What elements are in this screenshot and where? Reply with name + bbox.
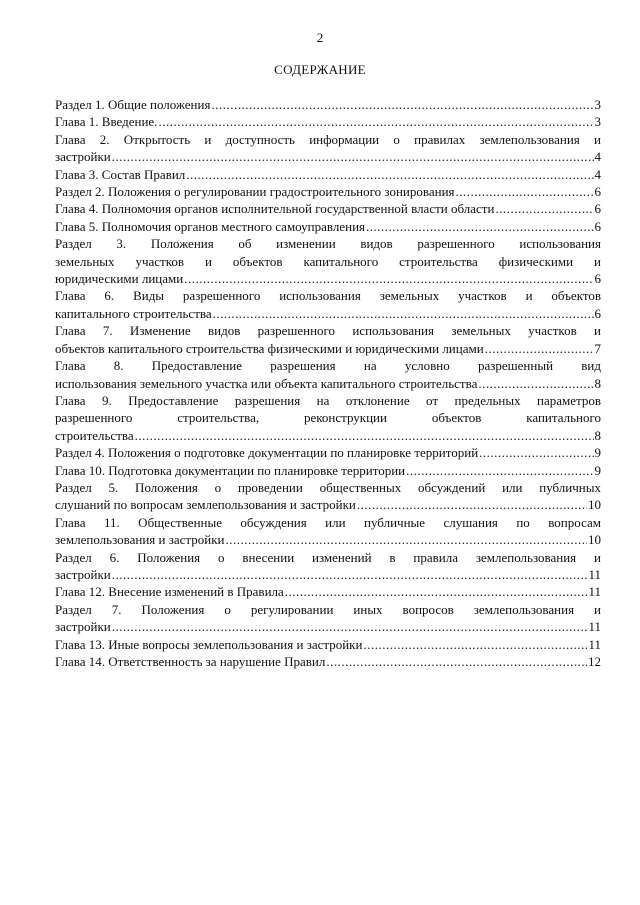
toc-leader-dots	[456, 183, 594, 200]
toc-entry	[55, 113, 601, 130]
toc-entry	[55, 218, 601, 235]
toc-entry	[55, 96, 601, 113]
toc-leader-dots	[366, 218, 593, 235]
toc-entry-text: использования земельного участка или объекта капитального строительства	[55, 375, 478, 391]
toc-leader-dots	[225, 531, 587, 548]
toc-page-number: 11	[588, 566, 601, 582]
toc-leader-dots	[184, 270, 593, 287]
toc-entry-text: Раздел 5. Положения о проведении общественных обсуждений или публичных	[55, 479, 601, 495]
toc-page-number: 9	[594, 462, 601, 478]
toc-page-number: 6	[594, 201, 601, 217]
toc-entry-text: Глава 7. Изменение видов разрешенного использования земельных участков и	[55, 323, 601, 339]
toc-entry-text: застройки	[55, 149, 111, 165]
toc-leader-dots	[406, 462, 593, 479]
toc-entry	[55, 462, 601, 479]
toc-page-number: 9	[594, 445, 601, 461]
toc-entry	[55, 322, 601, 357]
toc-entry	[55, 357, 601, 392]
toc-entry-text: Глава 8. Предоставление разрешения на условно разрешенный вид	[55, 358, 601, 374]
toc-entry-text: слушаний по вопросам землепользования и застройки	[55, 497, 356, 513]
toc-entry-text: Глава 11. Общественные обсуждения или публичные слушания по вопросам	[55, 514, 601, 530]
toc-entry	[55, 287, 601, 322]
toc-leader-dots	[326, 653, 587, 670]
toc-page-number: 3	[594, 97, 601, 112]
page-number: 2	[316, 30, 324, 45]
toc-entry-text: Глава 13. Иные вопросы землепользования и застройки	[55, 636, 363, 652]
toc-page-number: 3	[594, 114, 601, 130]
toc-leader-dots	[211, 96, 593, 113]
toc-page-number: 7	[594, 340, 601, 356]
toc-entry	[55, 200, 601, 217]
toc-entry-text: застройки	[55, 566, 111, 582]
toc-entry-text: застройки	[55, 619, 111, 635]
toc-leader-dots	[186, 166, 593, 183]
toc-entry	[55, 653, 601, 670]
toc-entry-text: Глава 2. Открытость и доступность информации о правилах землепользования и	[55, 131, 601, 147]
toc-leader-dots	[495, 200, 593, 217]
toc-leader-dots	[112, 618, 588, 635]
toc-leader-dots	[213, 305, 594, 322]
toc-page-number: 11	[588, 584, 601, 600]
toc-entry-text: строительства	[55, 427, 134, 443]
toc-entry	[55, 601, 601, 636]
toc-leader-dots	[158, 113, 593, 130]
toc-page-number: 8	[594, 427, 601, 443]
toc-entry-text: объектов капитального строительства физическими и юридическими лицами	[55, 340, 484, 356]
toc-leader-dots	[357, 496, 587, 513]
toc-entry	[55, 583, 601, 600]
toc-page-number: 10	[588, 497, 601, 513]
toc-leader-dots	[285, 583, 588, 600]
toc-entry-text: землепользования и застройки	[55, 532, 225, 548]
toc-page-number: 12	[588, 654, 601, 669]
toc-entry	[55, 235, 601, 287]
toc-entry-text: Глава 10. Подготовка документации по планировке территории	[55, 462, 406, 478]
toc-entry-text: Глава 12. Внесение изменений в Правила	[55, 584, 284, 600]
toc-entry-text: капитального строительства	[55, 305, 212, 321]
toc-entry	[55, 479, 601, 514]
toc-entry-text: Глава 6. Виды разрешенного использования земельных участков и объектов	[55, 288, 601, 304]
toc-entry	[55, 549, 601, 584]
toc-entry	[55, 183, 601, 200]
table-of-contents	[55, 96, 601, 670]
toc-page-number: 10	[588, 532, 601, 548]
toc-entry-text: Глава 1. Введение.	[55, 114, 158, 130]
toc-leader-dots	[485, 340, 594, 357]
toc-entry-text: Глава 9. Предоставление разрешения на отклонение от предельных параметров	[55, 392, 601, 408]
toc-page-number: 4	[594, 149, 601, 165]
toc-entry	[55, 392, 601, 444]
toc-entry-text: Раздел 6. Положения о внесении изменений в правила землепользования и	[55, 549, 601, 565]
toc-leader-dots	[135, 427, 594, 444]
toc-leader-dots	[478, 375, 593, 392]
toc-page-number: 6	[594, 218, 601, 234]
toc-page-number: 6	[594, 271, 601, 287]
toc-entry-text: Раздел 7. Положения о регулировании иных вопросов землепользования и	[55, 601, 601, 617]
toc-leader-dots	[112, 148, 594, 165]
toc-entry	[55, 636, 601, 653]
toc-page-number: 11	[588, 636, 601, 652]
toc-entry-text: Глава 3. Состав Правил	[55, 166, 186, 182]
toc-entry-text: Раздел 2. Положения о регулировании градостроительного зонирования	[55, 184, 455, 200]
toc-entry-text: Глава 5. Полномочия органов местного самоуправления	[55, 218, 366, 234]
toc-page-number: 4	[594, 166, 601, 182]
toc-page-number: 8	[594, 375, 601, 391]
toc-entry-text: Раздел 1. Общие положения	[55, 97, 211, 112]
toc-entry-text: Глава 4. Полномочия органов исполнительной государственной власти области	[55, 201, 495, 217]
toc-leader-dots	[112, 566, 588, 583]
toc-entry	[55, 444, 601, 461]
toc-entry-text: юридическими лицами	[55, 271, 184, 287]
toc-entry-text: Раздел 3. Положения об изменении видов разрешенного использования	[55, 236, 601, 252]
toc-entry-text: Глава 14. Ответственность за нарушение Правил	[55, 654, 326, 669]
toc-entry	[55, 131, 601, 166]
toc-entry-text: Раздел 4. Положения о подготовке документации по планировке территорий	[55, 445, 479, 461]
toc-entry-text: земельных участков и объектов капитального строительства физическими и	[55, 253, 601, 269]
toc-entry-text: разрешенного строительства, реконструкции объектов капитального	[55, 410, 601, 426]
toc-page-number: 6	[594, 184, 601, 200]
toc-entry	[55, 166, 601, 183]
toc-leader-dots	[479, 444, 593, 461]
toc-entry	[55, 514, 601, 549]
toc-leader-dots	[363, 636, 587, 653]
toc-title: СОДЕРЖАНИЕ	[274, 62, 366, 77]
toc-page-number: 6	[594, 305, 601, 321]
toc-page-number: 11	[588, 619, 601, 635]
